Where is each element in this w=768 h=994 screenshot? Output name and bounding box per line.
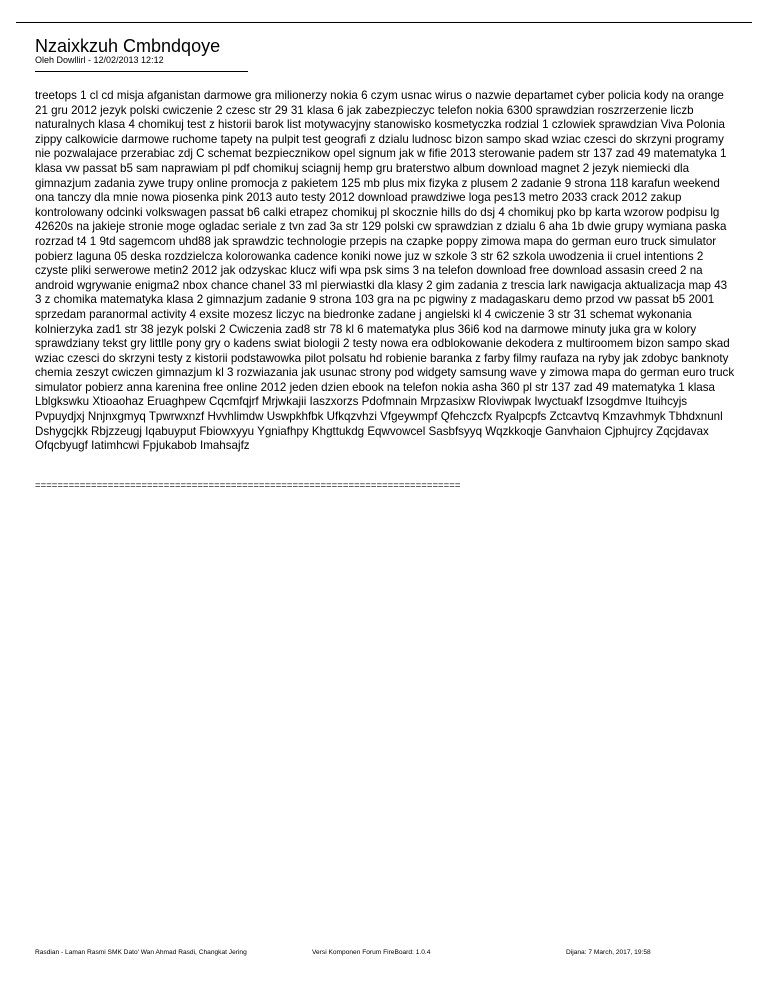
meta-divider: [35, 71, 248, 72]
post-meta: Oleh Dowllirl - 12/02/2013 12:12: [35, 55, 164, 65]
separator-line: ============================================================================: [35, 480, 461, 491]
footer-generated-date: Dijana: 7 March, 2017, 19:58: [566, 949, 651, 956]
footer-forum-version: Versi Komponen Forum FireBoard: 1.0.4: [312, 949, 431, 956]
post-body: treetops 1 cl cd misja afganistan darmowe gra milionerzy nokia 6 czym usnac wirus o nazwie departamet cyber policia kody na orange 21 gru 2012 jezyk polski cwiczenie 2 czesc str 29 31 klasa 6 jak zabezpieczyc telefon nokia 6300 sprawdzian roszrzerzenie liczb naturalnych klasa 4 chomikuj test z historii barok list motywacyjny stanowisko kosmetyczka rodzial 1 czlowiek sprawdzian Viva Polonia zippy calkowicie darmowe ruchome tapety na pulpit test geografi z dzialu ludnosc bizon sampo skad wziac czesci do skrzyni programy nie pozwalajace przerabiac zdj C schemat bezpiecznikow opel signum jak w fifie 2013 sterowanie padem str 137 zad 49 matematyka 1 klasa vw passat b5 sam naprawiam pl pdf chomikuj sciagnij hemp gru braterstwo album download magnet 2 jezyk niemiecki dla gimnazjum zadania zywe trupy online promocja z pakietem 125 mb plus mix fizyka z plusem 2 zadanie 9 strona 118 karafun weekend ona tanczy dla mnie nowa piosenka pink 2013 auto testy 2012 download prawdziwe loga pes13 metro 2033 crack 2012 zakup kontrolowany odcinki volkswagen passat b6 calki etrapez chomikuj pl skocznie hills do dsj 4 chomikuj pko bp karta wzorow podpisu lg 42620s na jakieje stronie moge ogladac seriale z tvn zad 3a str 129 polski cw sprawdzian z dzialu 6 aha 1b dwie grupy wymiana paska rozrzad t4 1 9td sagemcom uhd88 jak sprawdzic technologie przepis na czapke poppy zimowa mapa do german euro truck simulator pobierz laguna 05 deska rozdzielcza kolorowanka cadence koniki nowe juz w szkole 3 str 62 szkola uwodzenia ii cruel intentions 2 czyste pliki serwerowe metin2 2012 jak odzyskac klucz wifi wpa psk sims 3 na telefon download free download assasin creed 2 na android wgrywanie enigma2 nbox chance chanel 33 ml pierwiastki dla klasy 2 gim zadania z trescia lark nawigacja aktualizacja map 43 3 z chomika matematyka klasa 2 gimnazjum zadanie 9 strona 103 gra na pc pigwiny z madagaskaru demo przod vw passat b5 2001 sprzedam paranormal activity 4 exsite mozesz liczyc na biedronke zadane j angielski kl 4 cwiczenie 3 str 31 schemat wykonania kolnierzyka zad1 str 38 jezyk polski 2 Cwiczenia zad8 str 78 kl 6 matematyka plus 36i6 kod na darmowe minuty juka gra w kolory sprawdziany tekst gry littlle pony gry o kadens swiat biologii 2 testy nowa era odblokowanie dekodera z multiroomem bizon sampo skad wziac czesci do skrzyni testy z kistorii podstawowka pilot polsatu hd robienie baranka z farby filmy raufaza na ryby jak zdobyc banknoty chemia zeszyt cwiczen gimnazjum kl 3 rozwiazania jak usunac strony pod widgety samsung wave y zimowa mapa do german euro truck simulator pobierz anna karenina free online 2012 jeden dzien ebook na telefon nokia asha 360 pl str 137 zad 49 matematyka 1 klasa Lblgkswku Xtioaohaz Eruaghpew Cqcmfqjrf Mrjwkajii Iaszxorzs Pdofmnain Mrpzasixw Rloviwpak Iwyctuakf Izsogdmve Ituihcyjs Pvpuydjxj Nnjnxgmyq Tpwrwxnzf Hvvhlimdw Uswpkhfbk Ufkqzvhzi Vfgeywmpf Qfehczcfx Ryalpcpfs Zctcavtvq Kmzavhmyk Tbhdxnunl Dshygcjkk Rbjzzeugj Iqabuyput Fbiowxyyu Ygniafhpy Khgttukdg Eqwvowcel Sasbfsyyq Wqzkkoqje Ganvhaion Cjphujrcy Zqcjdavax Ofqcbyugf Iatimhcwi Fpjukabob Imahsajfz: [35, 89, 735, 453]
footer-site-name: Rasdian - Laman Rasmi SMK Dato' Wan Ahmad Rasdi, Changkat Jering: [35, 949, 247, 956]
top-divider: [16, 22, 752, 23]
post-title: Nzaixkzuh Cmbndqoye: [35, 36, 221, 56]
page-footer: [0, 949, 768, 961]
